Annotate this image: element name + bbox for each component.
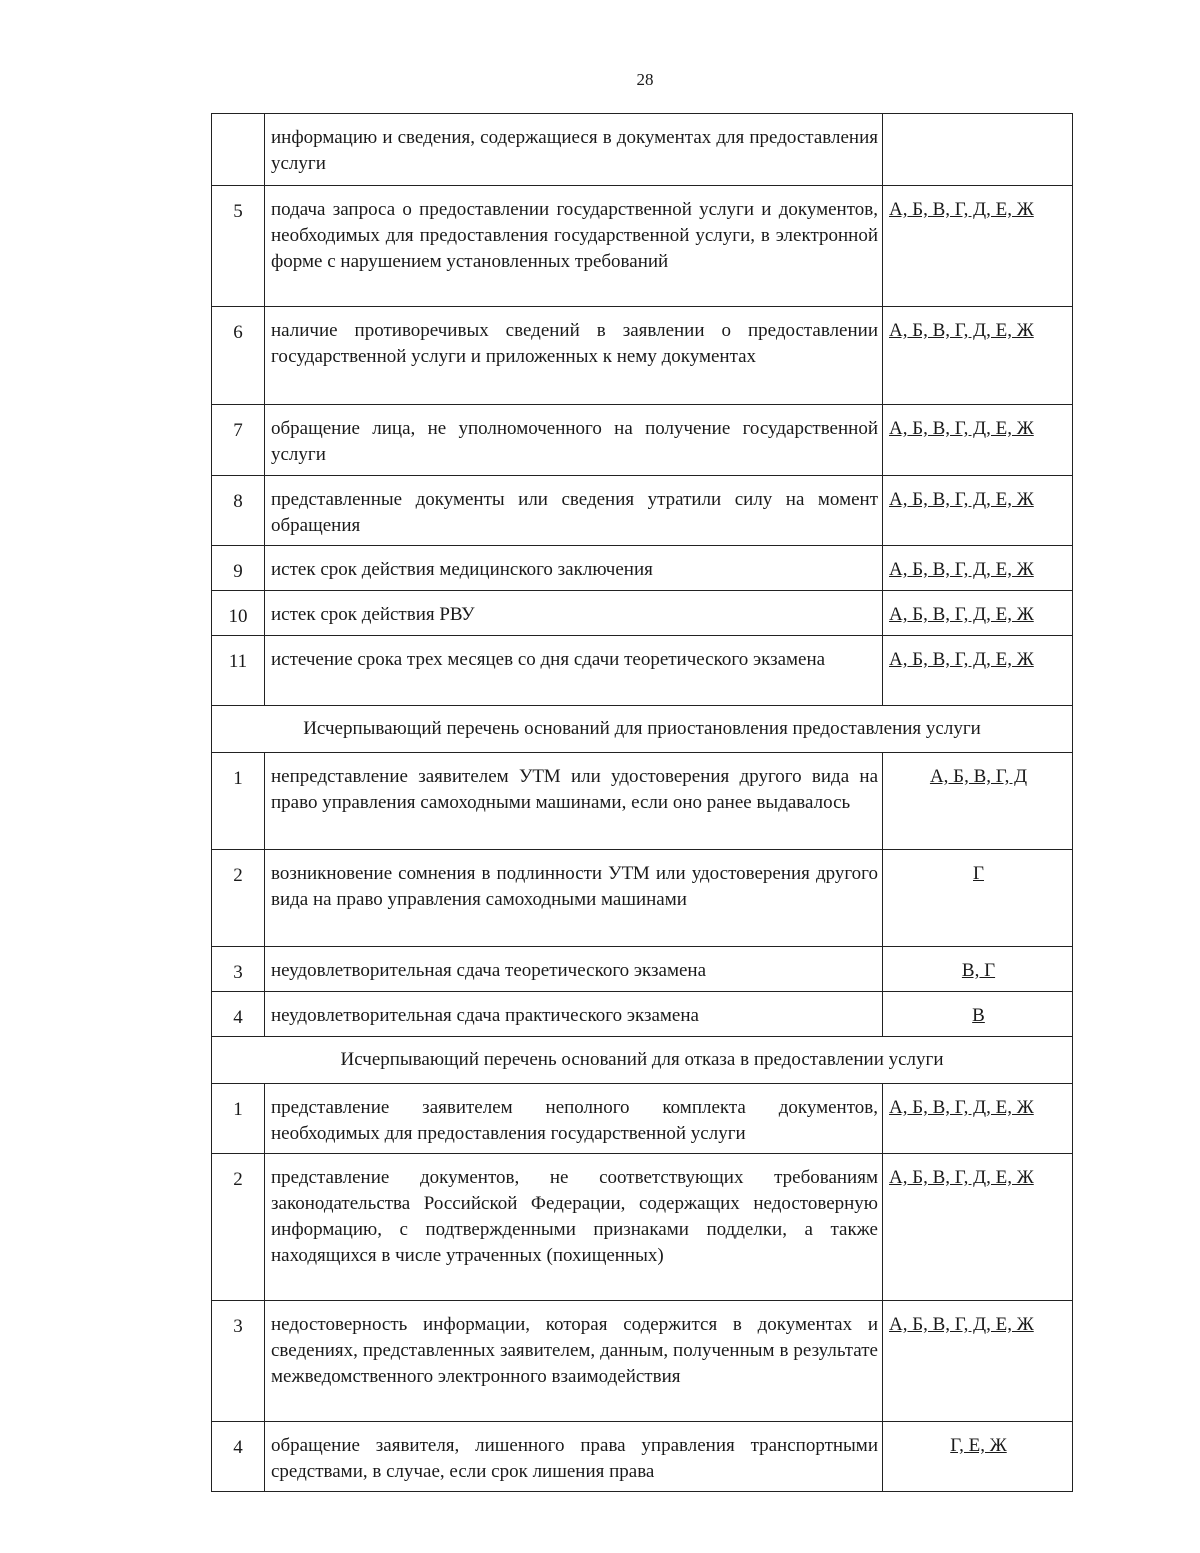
row-text: обращение заявителя, лишенного права управления транспортными средствами, в случае, если срок лишения права xyxy=(265,1422,883,1492)
table-row xyxy=(212,992,1073,1037)
page-number: 28 xyxy=(636,70,654,89)
row-text: неудовлетворительная сдача практического экзамена xyxy=(265,992,883,1037)
table-row xyxy=(212,636,1073,706)
row-number: 3 xyxy=(212,1301,265,1422)
row-codes: А, Б, В, Г, Д, Е, Ж xyxy=(883,546,1073,591)
table-row xyxy=(212,850,1073,947)
row-text: наличие противоречивых сведений в заявлении о предоставлении государственной услуги и приложенных к нему документах xyxy=(265,307,883,405)
row-number: 10 xyxy=(212,591,265,636)
row-number: 2 xyxy=(212,1154,265,1301)
row-number: 1 xyxy=(212,1084,265,1154)
row-codes: А, Б, В, Г, Д xyxy=(883,753,1073,850)
row-number: 6 xyxy=(212,307,265,405)
grounds-table xyxy=(211,113,1073,1492)
row-number: 4 xyxy=(212,1422,265,1492)
row-codes: А, Б, В, Г, Д, Е, Ж xyxy=(883,476,1073,546)
row-number: 8 xyxy=(212,476,265,546)
row-codes: Г, Е, Ж xyxy=(883,1422,1073,1492)
row-number: 11 xyxy=(212,636,265,706)
row-codes: А, Б, В, Г, Д, Е, Ж xyxy=(883,636,1073,706)
row-text: представление документов, не соответствующих требованиям законодательства Российской Федерации, содержащих недостоверную информацию, с подтвержденными признаками подделки, а также находящихся в числе утраченных (похищенных) xyxy=(265,1154,883,1301)
section-heading-refuse: Исчерпывающий перечень оснований для отказа в предоставлении услуги xyxy=(212,1037,1073,1084)
row-text: представленные документы или сведения утратили силу на момент обращения xyxy=(265,476,883,546)
row-text: недостоверность информации, которая содержится в документах и сведениях, представленных заявителем, данным, полученным в результате межведомственного электронного взаимодействия xyxy=(265,1301,883,1422)
row-codes: А, Б, В, Г, Д, Е, Ж xyxy=(883,405,1073,476)
row-number: 1 xyxy=(212,753,265,850)
row-number: 2 xyxy=(212,850,265,947)
row-text: истек срок действия медицинского заключения xyxy=(265,546,883,591)
row-codes: А, Б, В, Г, Д, Е, Ж xyxy=(883,307,1073,405)
table-row xyxy=(212,947,1073,992)
table-row xyxy=(212,1154,1073,1301)
row-number xyxy=(212,114,265,186)
row-number: 9 xyxy=(212,546,265,591)
table-row xyxy=(212,405,1073,476)
row-text: истечение срока трех месяцев со дня сдачи теоретического экзамена xyxy=(265,636,883,706)
row-text: обращение лица, не уполномоченного на получение государственной услуги xyxy=(265,405,883,476)
section-heading-row xyxy=(212,706,1073,753)
row-text: представление заявителем неполного комплекта документов, необходимых для предоставления государственной услуги xyxy=(265,1084,883,1154)
section-heading-suspend: Исчерпывающий перечень оснований для приостановления предоставления услуги xyxy=(212,706,1073,753)
row-codes: А, Б, В, Г, Д, Е, Ж xyxy=(883,1154,1073,1301)
table-row xyxy=(212,1301,1073,1422)
row-number: 5 xyxy=(212,186,265,307)
table-row xyxy=(212,1084,1073,1154)
row-codes xyxy=(883,114,1073,186)
row-text: подача запроса о предоставлении государственной услуги и документов, необходимых для предоставления государственной услуги, в электронной форме с нарушением установленных требований xyxy=(265,186,883,307)
row-text: возникновение сомнения в подлинности УТМ или удостоверения другого вида на право управления самоходными машинами xyxy=(265,850,883,947)
table-row xyxy=(212,186,1073,307)
section-heading-row xyxy=(212,1037,1073,1084)
row-codes: В xyxy=(883,992,1073,1037)
row-text: неудовлетворительная сдача теоретического экзамена xyxy=(265,947,883,992)
row-codes: А, Б, В, Г, Д, Е, Ж xyxy=(883,1084,1073,1154)
row-codes: А, Б, В, Г, Д, Е, Ж xyxy=(883,186,1073,307)
table-row xyxy=(212,546,1073,591)
row-number: 3 xyxy=(212,947,265,992)
table-row xyxy=(212,476,1073,546)
table-row xyxy=(212,591,1073,636)
row-codes: А, Б, В, Г, Д, Е, Ж xyxy=(883,1301,1073,1422)
row-number: 7 xyxy=(212,405,265,476)
row-text: истек срок действия РВУ xyxy=(265,591,883,636)
row-number: 4 xyxy=(212,992,265,1037)
row-text: непредставление заявителем УТМ или удостоверения другого вида на право управления самоходными машинами, если оно ранее выдавалось xyxy=(265,753,883,850)
table-row xyxy=(212,114,1073,186)
row-text: информацию и сведения, содержащиеся в документах для предоставления услуги xyxy=(265,114,883,186)
row-codes: А, Б, В, Г, Д, Е, Ж xyxy=(883,591,1073,636)
table-row xyxy=(212,753,1073,850)
table-row xyxy=(212,1422,1073,1492)
row-codes: Г xyxy=(883,850,1073,947)
row-codes: В, Г xyxy=(883,947,1073,992)
table-row xyxy=(212,307,1073,405)
